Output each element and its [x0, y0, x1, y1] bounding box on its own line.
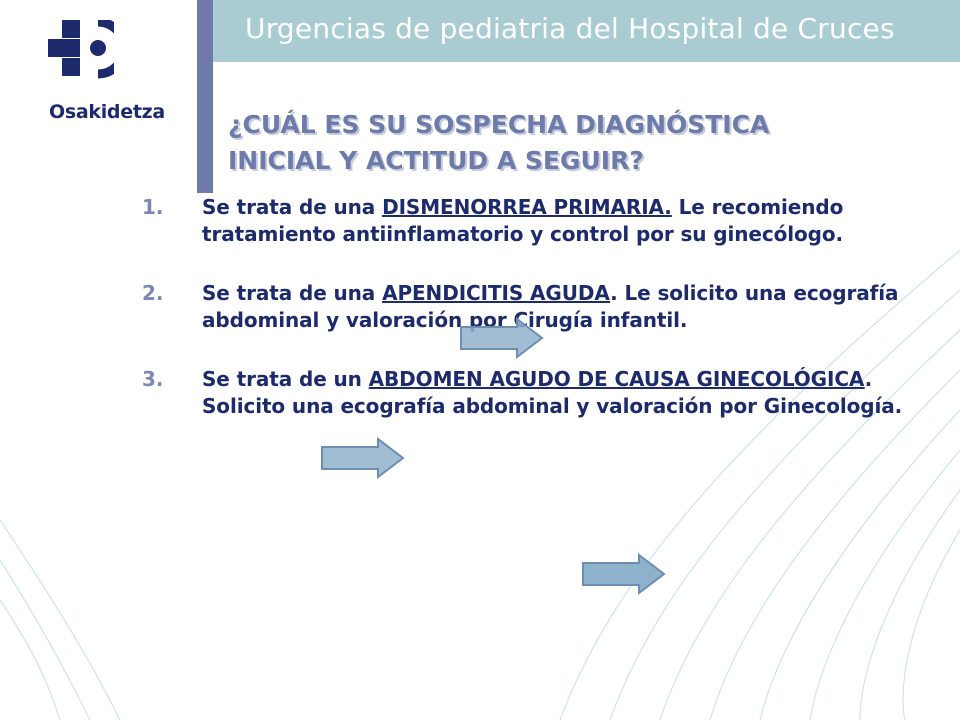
logo-wordmark: Osakidetza: [49, 101, 165, 123]
item-number: 2.: [142, 281, 164, 305]
diagnosis-highlight: DISMENORREA PRIMARIA.: [382, 195, 672, 219]
diagnosis-highlight: APENDICITIS AGUDA: [382, 281, 611, 305]
item-text: Se trata de una DISMENORREA PRIMARIA. Le recomiendo tratamiento antiinflamatorio y control por su ginecólogo.: [202, 195, 844, 246]
right-arrow-icon[interactable]: [459, 317, 545, 359]
title-line-1: ¿CUÁL ES SU SOSPECHA DIAGNÓSTICA: [228, 110, 770, 139]
item-text: Se trata de una APENDICITIS AGUDA. Le solicito una ecografía abdominal y valoración por Cirugía infantil.: [202, 281, 899, 332]
vertical-accent-bar: [197, 0, 213, 193]
slide-title: [228, 107, 769, 179]
item-text: Se trata de un ABDOMEN AGUDO DE CAUSA GINECOLÓGICA. Solicito una ecografía abdominal y valoración por Ginecología.: [202, 367, 903, 418]
right-arrow-icon[interactable]: [581, 553, 667, 595]
answer-item-1[interactable]: [136, 194, 916, 248]
diagnosis-highlight: ABDOMEN AGUDO DE CAUSA GINECOLÓGICA: [368, 367, 865, 391]
item-number: 1.: [142, 195, 164, 219]
item-number: 3.: [142, 367, 164, 391]
answer-item-3[interactable]: [136, 366, 916, 420]
right-arrow-icon[interactable]: [320, 437, 406, 479]
header-title: Urgencias de pediatria del Hospital de Cruces: [245, 12, 895, 45]
osakidetza-cross-icon: [48, 20, 114, 92]
title-line-2: INICIAL Y ACTITUD A SEGUIR?: [228, 146, 644, 175]
